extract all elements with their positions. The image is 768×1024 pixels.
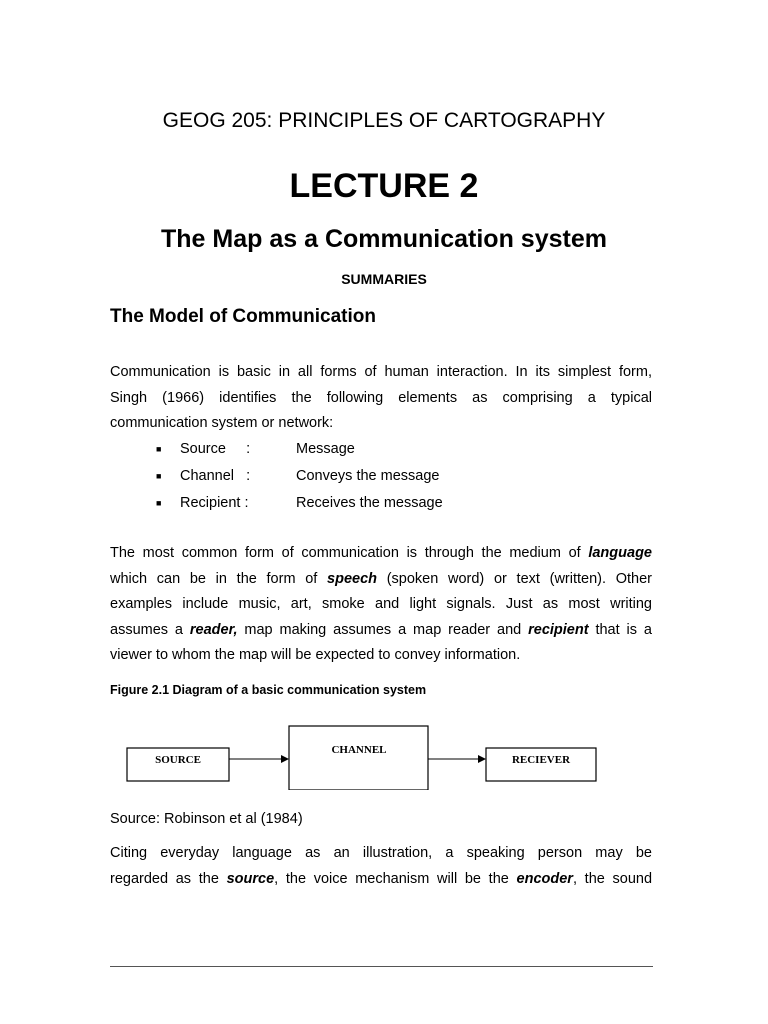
list-item	[156, 463, 443, 490]
communication-diagram	[120, 718, 610, 790]
list-item-term: Recipient :	[180, 495, 249, 511]
course-title: GEOG 205: PRINCIPLES OF CARTOGRAPHY	[162, 109, 606, 132]
paragraph-line: regarded as the source, the voice mechanism will be the encoder, the sound	[110, 870, 653, 887]
paragraph-line: communication system or network:	[110, 415, 334, 431]
list-item-term: Source :	[180, 441, 251, 457]
bullet-square-icon: ■	[156, 498, 162, 508]
list-item	[156, 436, 443, 463]
channel-box-label: CHANNEL	[331, 744, 387, 756]
source-box-label: SOURCE	[155, 754, 201, 766]
list-item-desc: Receives the message	[296, 495, 443, 511]
lecture-title: LECTURE 2	[289, 167, 479, 205]
footer-divider	[110, 966, 653, 967]
paragraph-line: Citing everyday language as an illustration, a speaking person may be	[110, 845, 652, 861]
summaries-label: SUMMARIES	[341, 271, 427, 287]
elements-list	[156, 436, 443, 517]
list-item	[156, 490, 443, 517]
list-item-desc: Message	[296, 441, 355, 457]
bullet-square-icon: ■	[156, 471, 162, 481]
paragraph-line: Singh (1966) identifies the following elements as comprising a typical	[110, 389, 652, 406]
list-item-desc: Conveys the message	[296, 468, 440, 484]
paragraph-line: assumes a reader, map making assumes a map reader and recipient that is a	[110, 621, 652, 638]
list-item-term: Channel :	[180, 468, 251, 484]
paragraph-line: The most common form of communication is through the medium of language	[110, 545, 652, 561]
paragraph-line: examples include music, art, smoke and light signals. Just as most writing	[110, 596, 652, 612]
paragraph-intro	[110, 360, 652, 437]
paragraph-illustration	[110, 841, 652, 892]
paragraph-line: Communication is basic in all forms of human interaction. In its simplest form,	[110, 364, 652, 380]
channel-box	[289, 726, 428, 790]
paragraph-line: which can be in the form of speech (spoken word) or text (written). Other	[110, 570, 652, 587]
bullet-square-icon: ■	[156, 444, 162, 454]
paragraph-language	[110, 541, 652, 669]
section-heading: The Model of Communication	[110, 306, 376, 327]
figure-caption: Figure 2.1 Diagram of a basic communication system	[110, 683, 427, 697]
paragraph-line: viewer to whom the map will be expected to convey information.	[110, 647, 521, 663]
receiver-box-label: RECIEVER	[511, 754, 571, 766]
lecture-subtitle: The Map as a Communication system	[161, 225, 607, 253]
figure-source-note: Source: Robinson et al (1984)	[110, 811, 303, 827]
